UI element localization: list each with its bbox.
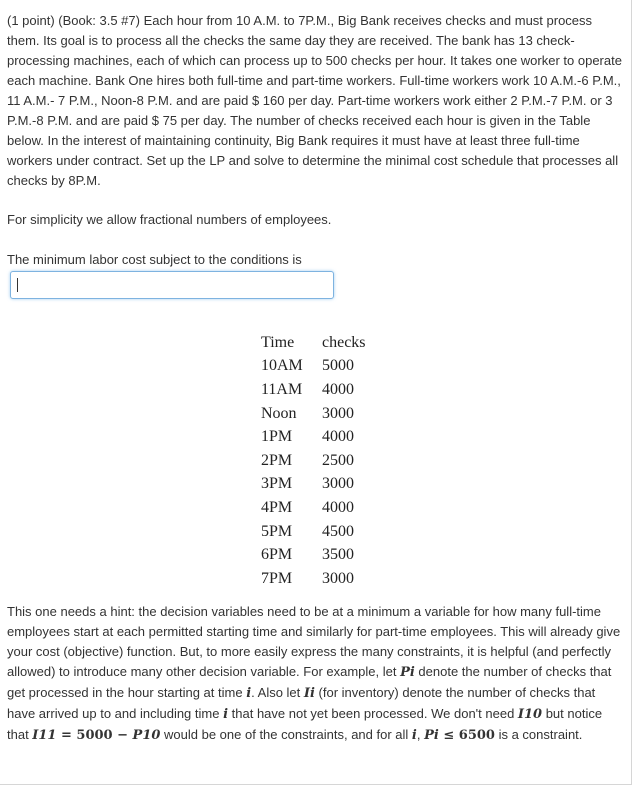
table-row xyxy=(257,543,366,567)
hint-text: but notice that xyxy=(7,706,603,742)
checks-cell: 3000 xyxy=(322,569,354,587)
table-row xyxy=(257,355,366,379)
hint-text: (for inventory) denote the number of checks that have arrived up to and including time xyxy=(7,685,596,721)
checks-cell: 3500 xyxy=(322,546,354,564)
hint-text: denote the number of checks that get processed in the hour starting at time xyxy=(7,664,612,700)
checks-cell: 4000 xyxy=(322,498,354,516)
table-row xyxy=(257,425,366,449)
math-var-i10: I10 xyxy=(517,707,543,722)
column-header-checks: checks xyxy=(322,333,366,351)
math-var-p10: P10 xyxy=(132,728,161,743)
math-var-i: i xyxy=(246,686,252,701)
checks-cell: 4000 xyxy=(322,428,354,446)
checks-cell: 2500 xyxy=(322,451,354,469)
math-inequality: ≤ 6500 xyxy=(438,728,495,743)
checks-cell: 3000 xyxy=(322,404,354,422)
hint-text: , xyxy=(416,727,425,742)
table-row xyxy=(257,473,366,497)
table-row xyxy=(257,520,366,544)
math-var-i11: I11 xyxy=(32,728,57,743)
text-caret xyxy=(17,278,18,292)
time-cell: 3PM xyxy=(261,475,293,493)
table-row xyxy=(257,378,366,402)
column-header-time: Time xyxy=(261,333,295,351)
table-row xyxy=(257,567,366,591)
checks-cell: 3000 xyxy=(322,475,354,493)
table-row xyxy=(257,496,366,520)
time-cell: Noon xyxy=(261,404,297,422)
table-row xyxy=(257,402,366,426)
checks-cell: 5000 xyxy=(322,357,354,375)
answer-input[interactable] xyxy=(10,271,334,299)
hint-text: would be one of the constraints, and for all xyxy=(160,727,412,742)
time-cell: 5PM xyxy=(261,522,293,540)
math-var-pi: Pi xyxy=(400,665,415,680)
checks-cell: 4500 xyxy=(322,522,354,540)
hint-text: that have not yet been processed. We don't need xyxy=(228,706,518,721)
table-header-row xyxy=(257,331,366,355)
time-cell: 4PM xyxy=(261,498,293,516)
hint-text: . Also let xyxy=(251,685,304,700)
problem-statement: (1 point) (Book: 3.5 #7) Each hour from 10 A.M. to 7P.M., Big Bank receives checks and must process them. Its goal is to process all the checks the same day they are received. The bank has 13 check-processing machines, each of which can process up to 500 checks per hour. It takes one worker to operate each machine. Bank One hires both full-time and part-time workers. Full-time workers work 10 A.M.-6 P.M., 11 A.M.- 7 P.M., Noon-8 P.M. and are paid $ 160 per day. Part-time workers work either 2 P.M.-7 P.M. or 3 P.M.-8 P.M. and are paid $ 75 per day. The number of checks received each hour is given in the Table below. In the interest of maintaining continuity, Big Bank requires it must have at least three full-time workers under contract. Set up the LP and solve to determine the minimal cost schedule that processes all checks by 8P.M. xyxy=(7,13,622,188)
math-equation: = 5000 − xyxy=(56,728,133,743)
math-var-pi: Pi xyxy=(424,728,439,743)
time-cell: 10AM xyxy=(261,357,303,375)
math-var-ii: Ii xyxy=(303,686,315,701)
hint-text: This one needs a hint: the decision variables need to be at a minimum a variable for how many full-time employees start at each permitted starting time and similarly for part-time employees. This will already give your cost (objective) function. But, to more easily express the many constraints, it is helpful (and perfectly allowed) to introduce many other decision variable. For example, let xyxy=(7,604,621,679)
hint-paragraph xyxy=(7,602,625,746)
time-cell: 2PM xyxy=(261,451,293,469)
checks-table xyxy=(257,331,366,591)
simplicity-note: For simplicity we allow fractional numbers of employees. xyxy=(7,212,332,227)
checks-cell: 4000 xyxy=(322,380,354,398)
math-var-i: i xyxy=(411,728,417,743)
table-row xyxy=(257,449,366,473)
time-cell: 6PM xyxy=(261,546,293,564)
time-cell: 7PM xyxy=(261,569,293,587)
answer-question: The minimum labor cost subject to the conditions is xyxy=(7,252,302,267)
math-var-i: i xyxy=(223,707,229,722)
time-cell: 11AM xyxy=(261,380,303,398)
time-cell: 1PM xyxy=(261,428,293,446)
hint-text: is a constraint. xyxy=(494,727,583,742)
